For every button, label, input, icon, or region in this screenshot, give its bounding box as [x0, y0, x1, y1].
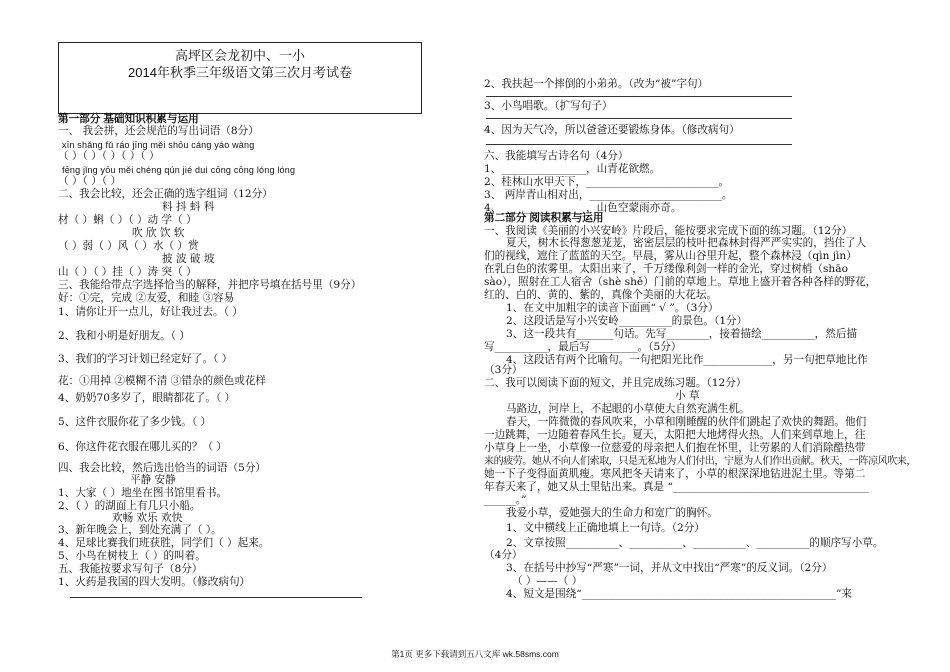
p2-text: 小草身上一坐，小草像一位慈爱的母亲把人们抱在怀里，让劳累的人们消除酷热带	[484, 442, 866, 454]
q3-heading: 三、我能给带点字选择恰当的解释，并把序号填在括号里（9分）	[58, 279, 362, 291]
q2-row-3: 山（ ）（ ）挂（ ）涛 突（ ）	[58, 266, 197, 278]
q4-words-1: 平静 安静	[130, 474, 176, 486]
p1-text: 在乳白色的浓雾里。太阳出来了，千万缕像利剑一样的金光，穿过树梢（shāo	[484, 263, 848, 275]
q6-item-2: 2、桂林山水甲天下，_________________________。	[484, 176, 730, 188]
q5-item-1: 1、火药是我国的四大发明。（修改病句）	[58, 576, 251, 588]
q2-chars-3: 披 波 破 坡	[162, 253, 215, 265]
p1-question-2: 2、这段话是写小兴安岭__________的景色。（1分）	[506, 315, 748, 327]
q2-chars-2: 吹 欣 饮 软	[132, 227, 185, 239]
p1-text: 红的、白的、黄的、紫的，真像个美丽的大花坛。	[484, 289, 718, 301]
p1-question-3-cont: 写__________，最后写_________。（5分）	[484, 341, 682, 353]
q3-item-5: 5、这件衣服你花了多少钱。（ ）	[58, 416, 212, 428]
p2-text: 马路边，河岸上，不起眼的小草使大自然充满生机。	[506, 403, 750, 415]
p2-question-3-blanks: （ ）——（ ）	[512, 575, 583, 587]
q3-item-6: 6、你这件花衣服在哪儿买的？（ ）	[58, 441, 228, 453]
q5-heading: 五、我能按要求写句子（8分）	[58, 563, 203, 575]
q6-item-3: 3、 两岸青山相对出，_________________________。	[484, 189, 733, 201]
q1-pinyin-2: fēng jǐng yōu měi chéng qún jié duì cōng cōng lóng lóng	[62, 165, 296, 175]
q4-item-3: 3、新年晚会上，到处充满了（ ）。	[58, 524, 222, 536]
p2-text: 春天，一阵微微的春风吹来，小草和刚睡醒的伙伴们跳起了欢快的舞蹈。他们	[506, 416, 867, 428]
p1-text: 夏天，树木长得葱葱茏茏，密密层层的枝叶把森林封得严严实实的，挡住了人	[506, 237, 867, 249]
p2-text: 来的疲劳。她从不向人们索取，只是无私地为人们付出，宁愿为人们作出贡献。秋天，一阵凉风吹来，	[484, 456, 916, 467]
p1-text: 们的视线，遮住了蓝蓝的天空。早晨，雾从山谷里升起，整个森林浸（qìn jìn）	[484, 250, 857, 262]
q2-chars-1: 料 抖 蚪 科	[162, 201, 215, 213]
q1-blanks-1: （ ）（ ）（ ）（ ）（ ）	[58, 150, 160, 162]
answer-line	[486, 118, 792, 119]
q5-item-3: 3、小鸟唱歌。（扩写句子）	[484, 100, 613, 112]
p2-text: 我爱小草，爱她强大的生命力和宽广的胸怀。	[506, 507, 718, 519]
q4-item-2: 2、（ ）的湖面上有几只小船。	[58, 500, 201, 512]
q2-row-1: 材（ ）蝌（ ）（ ）动 学（ ）	[58, 214, 197, 226]
q5-item-4: 4、因为天气冷，所以爸爸还要锻炼身体。（修改病句）	[484, 124, 740, 136]
p2-question-2: 2、文章按照__________、__________、__________、__________的顺序写小草。	[506, 537, 884, 549]
part1-heading: 第一部分 基础知识积累与运用	[58, 113, 199, 125]
q6-item-4: 4、________________，山色空蒙雨亦奇。	[484, 202, 682, 214]
q3-hua-meanings: 花：①用掉 ②模糊不清 ③错杂的颜色或花样	[58, 375, 267, 387]
q3-item-1: 1、请你让开一点儿，好让我过去。（ ）	[58, 306, 243, 318]
page-footer: 第1页 更多下载请到五八文库 wk.58sms.com	[391, 649, 559, 659]
answer-line	[486, 144, 792, 145]
p2-question-4: 4、短文是围绕“________________________________________________”来	[506, 588, 852, 600]
p1-text: sào），照射在工人宿舍（shè shě）门前的草地上。草地上盛开着各种各样的野花，	[484, 276, 877, 288]
p1-heading: 一、我阅读《美丽的小兴安岭》片段后，能按要求完成下面的练习题。（12分）	[484, 225, 853, 237]
exam-title: 2014年秋季三年级语文第三次月考试卷	[128, 65, 352, 80]
q4-item-5: 5、小鸟在树枝上（ ）的叫着。	[58, 550, 206, 562]
answer-line	[70, 597, 362, 598]
q4-heading: 四、我会比较，然后选出恰当的词语（5分）	[58, 462, 267, 474]
p1-question-3: 3、这一段共有_______句话。先写________，接着描绘__________，然后描	[506, 328, 858, 340]
q1-heading: 一、 我会拼，还会规范的写出词语（8分）	[58, 125, 259, 137]
p2-text: 一边跳舞，一边随着春风生长。夏天，太阳把大地烤得火热。人们来到草地上，往	[484, 429, 866, 441]
q4-words-2: 欢畅 欢乐 欢快	[112, 512, 183, 524]
q4-item-4: 4、足球比赛我们班获胜，同学们（ ）起来。	[58, 537, 270, 549]
p1-question-4: 4、这段话有两个比喻句。一句把阳光比作_____________，另一句把草地比作	[506, 354, 868, 366]
exam-title-box	[58, 42, 422, 114]
q1-pinyin-1: xīn shǎng fǔ ráo jīng měi shōu cáng yáo wàng	[62, 140, 255, 150]
q2-row-2: （ ）弱（ ）风（ ）水（ ）赏	[58, 240, 199, 252]
part2-heading: 第二部分 阅读积累与运用	[484, 212, 604, 224]
q6-item-1: 1、________________，山青花欲燃。	[484, 163, 661, 175]
p2-question-2-cont: （4分）	[484, 549, 523, 561]
q3-item-3: 3、我们的学习计划已经定好了。（ ）	[58, 353, 233, 365]
school-name: 高坪区会龙初中、一小	[174, 48, 305, 63]
p2-question-3: 3、在括号中抄写“严寒”一词，并从文中找出“严寒”的反义词。（2分）	[506, 562, 833, 574]
p2-question-1: 1、文中横线上正确地填上一句诗。（2分）	[506, 522, 705, 534]
p2-text: 她一下子变得面黄肌瘦。寒风把冬天请来了，小草的根深深地钻进泥土里。等第二	[484, 468, 866, 480]
answer-line	[486, 96, 792, 97]
p2-title: 小 草	[675, 390, 700, 402]
q3-hao-meanings: 好：①完，完成 ②友爱，和睦 ③容易	[58, 292, 235, 304]
q2-heading: 二、我会比较，还会正确的选字组词（12分）	[58, 188, 273, 200]
p2-text: 年春天来了，她又从土里钻出来。真是 “_____________________________________	[484, 481, 869, 493]
q6-heading: 六、我能填写古诗名句（4分）	[484, 150, 629, 162]
p2-text: ______。”	[484, 494, 527, 506]
q1-blanks-2: （ ）（ ）（ ）	[58, 175, 122, 187]
p1-question-1: 1、在文中加粗字的读音下面画“ √ ”。（3分）	[506, 302, 719, 314]
p1-question-4-cont: （3分）	[484, 364, 523, 376]
q5-item-2: 2、我扶起一个摔倒的小弟弟。（改为“被”字句）	[484, 78, 709, 90]
q3-item-2: 2、我和小明是好朋友。（ ）	[58, 330, 190, 342]
p2-heading: 二、我可以阅读下面的短文，并且完成练习题。（12分）	[484, 377, 747, 389]
q4-item-1: 1、大家（ ）地坐在图书馆里看书。	[58, 487, 228, 499]
q3-item-4: 4、奶奶70多岁了，眼睛都花了。（ ）	[58, 392, 236, 404]
